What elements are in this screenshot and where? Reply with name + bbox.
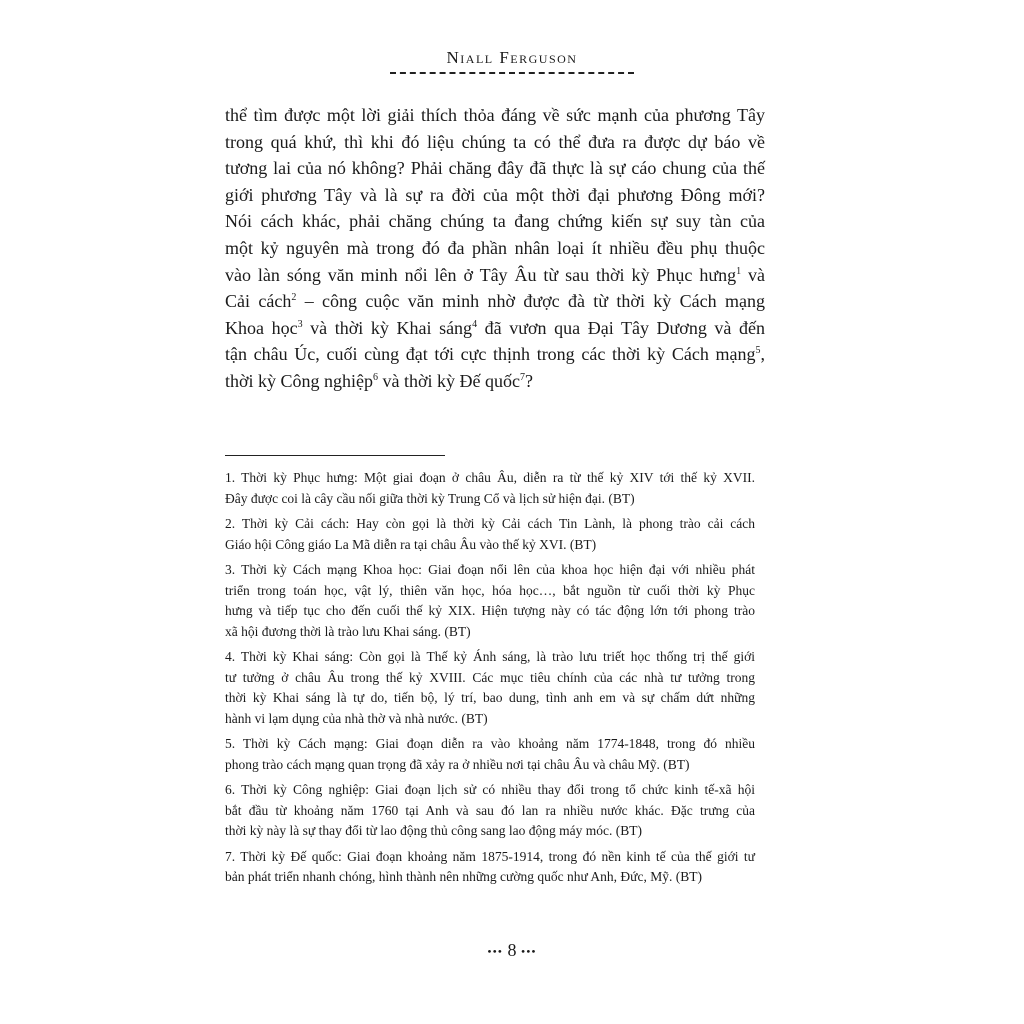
- footnote-line: 2. Thời kỳ Cải cách: Hay còn gọi là thời kỳ Cải cách Tin Lành, là phong trào cải cách: [225, 516, 755, 531]
- footnote-ref: 5: [755, 345, 761, 357]
- footnote-ref: 4: [472, 318, 478, 330]
- line-text: ,: [760, 344, 765, 365]
- footnote-ref: 6: [373, 371, 379, 383]
- paragraph-line: [225, 182, 765, 209]
- footnote-line: 5. Thời kỳ Cách mạng: Giai đoạn diễn ra vào khoảng năm 1774-1848, trong đó nhiều: [225, 736, 755, 751]
- footnote-1: [225, 468, 755, 509]
- line-text: vào làn sóng văn minh nổi lên ở Tây Âu từ sau thời kỳ Phục hưng: [225, 264, 737, 285]
- footnote-line: bắt đầu từ khoảng năm 1760 tại Anh và sau đó lan ra nhiều nước khác. Đặc trưng của: [225, 802, 755, 818]
- line-text: và: [741, 264, 765, 285]
- footnote-line: xã hội đương thời là trào lưu Khai sáng. (BT): [225, 623, 471, 639]
- paragraph-line: [225, 208, 765, 235]
- line-text: Cải cách: [225, 291, 292, 312]
- footnote-line: 4. Thời kỳ Khai sáng: Còn gọi là Thế kỷ Ánh sáng, là trào lưu triết học thống trị thế giới: [225, 649, 755, 664]
- line-text: Khoa học: [225, 317, 298, 338]
- footnote-ref: 7: [520, 371, 526, 383]
- paragraph-line: [225, 155, 765, 182]
- footnote-ref: 3: [297, 318, 303, 330]
- line-text: trong quá khứ, thì khi đó liệu chúng ta có thể đưa ra được dự báo về: [225, 131, 765, 152]
- paragraph-line: [225, 341, 765, 368]
- footnote-line: thời kỳ này là sự thay đổi từ lao động thủ công sang lao động máy móc. (BT): [225, 823, 642, 838]
- paragraph-line: [225, 262, 765, 289]
- running-header: [0, 48, 1024, 74]
- footnote-line: triển trong toán học, vật lý, thiên văn học, hóa học…, bắt nguồn từ cuối thời kỳ Phục: [225, 582, 755, 598]
- line-text: thời kỳ Công nghiệp: [225, 370, 374, 391]
- footnote-line: phong trào cách mạng quan trọng đã xảy ra ở nhiều nơi tại châu Âu và châu Mỹ. (BT): [225, 756, 690, 772]
- footnote-line: Đây được coi là cây cầu nối giữa thời kỳ Trung Cổ và lịch sử hiện đại. (BT): [225, 490, 635, 506]
- footnote-separator: [225, 455, 445, 456]
- footnote-line: 1. Thời kỳ Phục hưng: Một giai đoạn ở châu Âu, diễn ra từ thế kỷ XIV tới thế kỷ XVII.: [225, 470, 755, 485]
- line-text: Nói cách khác, phải chăng chúng ta đang chứng kiến sự suy tàn của: [225, 211, 765, 232]
- line-text: giới phương Tây và là sự ra đời của một thời đại phương Đông mới?: [225, 184, 765, 205]
- footnote-5: [225, 734, 755, 775]
- page-ornament-left: •••: [487, 944, 503, 959]
- footnotes: [225, 468, 755, 893]
- footnote-7: [225, 847, 755, 888]
- line-text: thể tìm được một lời giải thích thỏa đáng về sức mạnh của phương Tây: [225, 105, 765, 125]
- footnote-ref: 2: [291, 292, 297, 304]
- footnote-4: [225, 647, 755, 729]
- footnote-6: [225, 780, 755, 842]
- paragraph-line: [225, 129, 765, 156]
- paragraph-line: [225, 102, 765, 129]
- line-text: – công cuộc văn minh nhờ được đà từ thời kỳ Cách mạng: [296, 291, 765, 312]
- page-number: [0, 940, 1024, 961]
- footnote-line: Giáo hội Công giáo La Mã diễn ra tại châu Âu vào thế kỷ XVI. (BT): [225, 536, 597, 552]
- line-text: ?: [525, 370, 534, 391]
- paragraph-line: [225, 288, 765, 315]
- line-text: tương lai của nó không? Phải chăng đây đã thực là sự cáo chung của thế: [225, 158, 765, 179]
- footnote-ref: 1: [736, 265, 742, 277]
- line-text: tận châu Úc, cuối cùng đạt tới cực thịnh trong các thời kỳ Cách mạng: [225, 344, 756, 365]
- line-text: và thời kỳ Khai sáng: [302, 317, 473, 338]
- footnote-line: 3. Thời kỳ Cách mạng Khoa học: Giai đoạn nổi lên của khoa học hiện đại với nhiều phát: [225, 562, 755, 577]
- page-ornament-right: •••: [521, 944, 537, 959]
- paragraph-line: [225, 315, 765, 342]
- paragraph-line: [225, 235, 765, 262]
- paragraph-line: [225, 368, 765, 395]
- footnote-line: 6. Thời kỳ Công nghiệp: Giai đoạn lịch sử có nhiều thay đổi trong tổ chức kinh tế-xã hội: [225, 782, 755, 797]
- line-text: và thời kỳ Đế quốc: [378, 370, 521, 391]
- header-author: Niall Ferguson: [390, 48, 634, 74]
- line-text: đã vươn qua Đại Tây Dương và đến: [477, 317, 765, 338]
- footnote-line: hưng và tiếp tục cho đến cuối thế kỷ XIX. Hiện tượng này có tác động lớn tới phong trào: [225, 603, 755, 618]
- line-text: một kỷ nguyên mà trong đó đa phần nhân loại ít nhiều đều phụ thuộc: [225, 237, 765, 258]
- footnote-line: hành vi lạm dụng của nhà thờ và nhà nước. (BT): [225, 710, 488, 726]
- footnote-line: 7. Thời kỳ Đế quốc: Giai đoạn khoảng năm 1875-1914, trong đó nền kinh tế của thế giới tư: [225, 848, 755, 864]
- footnote-line: tư tưởng ở châu Âu trong thế kỷ XVIII. Các mục tiêu chính của các nhà tư tưởng trong: [225, 669, 755, 685]
- page-number-value: 8: [507, 940, 517, 960]
- footnote-line: bản phát triển nhanh chóng, hình thành nên những cường quốc như Anh, Đức, Mỹ. (BT): [225, 869, 702, 884]
- footnote-line: thời kỳ Khai sáng là tự do, tiến bộ, lý trí, bao dung, tình anh em và sự chấm dứt những: [225, 690, 755, 705]
- footnote-3: [225, 560, 755, 642]
- footnote-2: [225, 514, 755, 555]
- main-paragraph: [225, 102, 765, 395]
